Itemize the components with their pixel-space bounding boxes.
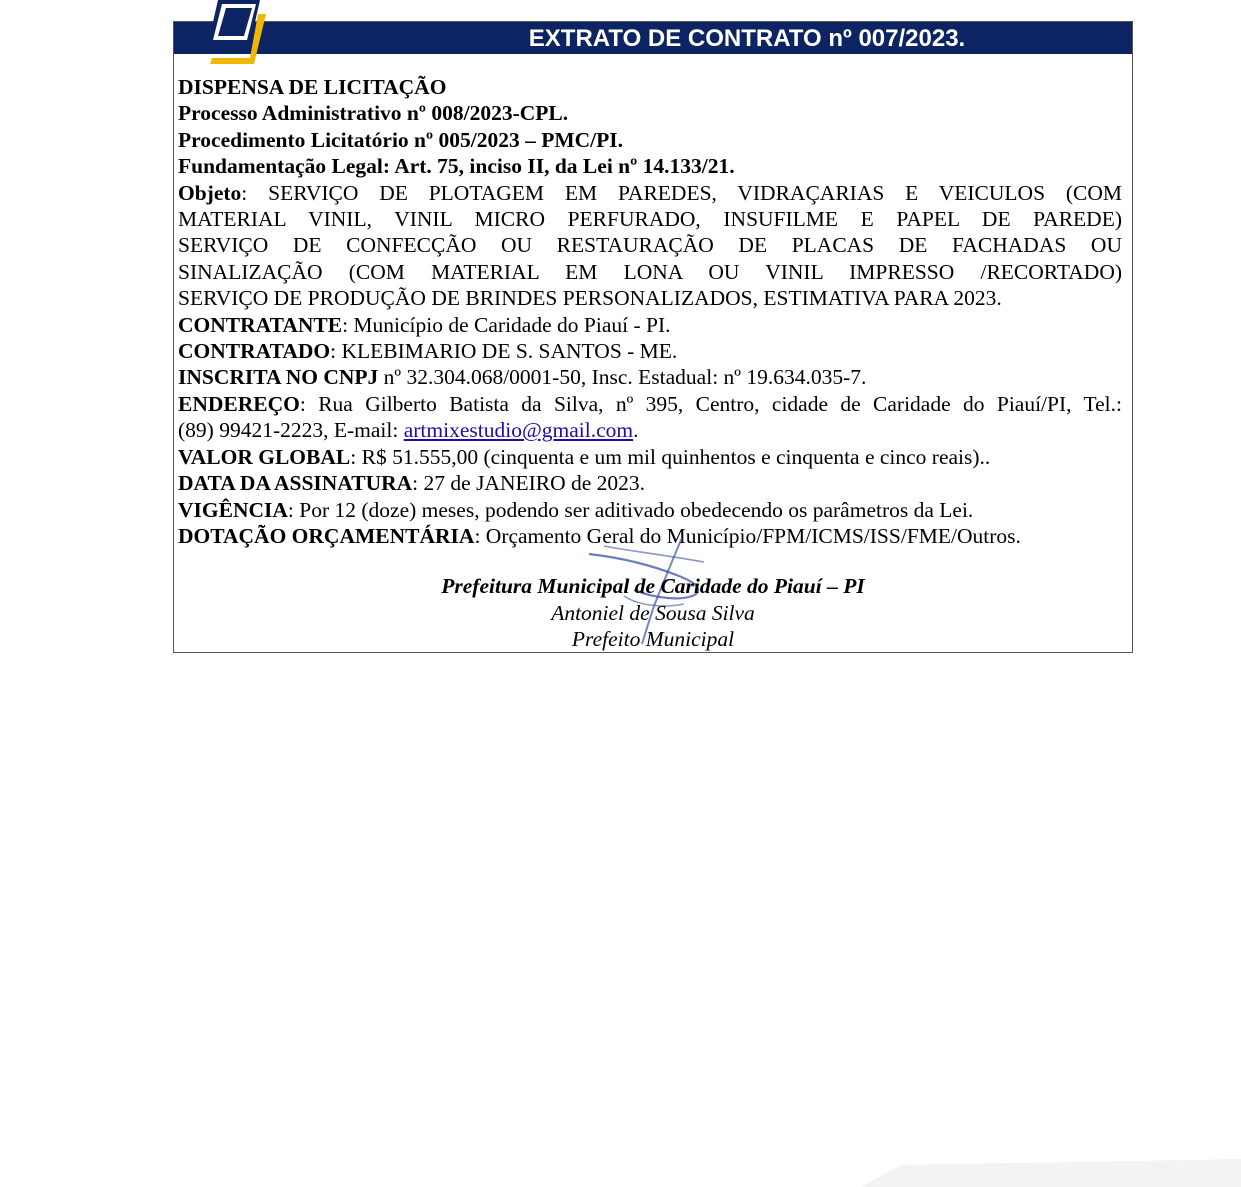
corner-scan-mark (861, 1157, 1241, 1187)
email-link[interactable]: artmixestudio@gmail.com (403, 418, 634, 443)
objeto-line-5: SERVIÇO DE PRODUÇÃO DE BRINDES PERSONALIZADOS, ESTIMATIVA PARA 2023. (178, 286, 1002, 311)
contratado-value: : KLEBIMARIO DE S. SANTOS - ME. (330, 339, 678, 364)
objeto-line-3: SERVIÇO DE CONFECÇÃO OU RESTAURAÇÃO DE PLACAS DE FACHADAS OU (178, 233, 1122, 258)
data-line (178, 470, 1122, 496)
valor-label: VALOR GLOBAL (178, 444, 351, 469)
vigencia-line (178, 497, 1122, 523)
objeto-text-1: : SERVIÇO DE PLOTAGEM EM PAREDES, VIDRAÇARIAS E VEICULOS (COM (241, 180, 1122, 205)
signature-org: Prefeitura Municipal de Caridade do Piauí – PI (441, 574, 865, 598)
objeto-line-2: MATERIAL VINIL, VINIL MICRO PERFURADO, INSUFILME E PAPEL DE PAREDE) (178, 207, 1122, 232)
signature-role: Prefeito Municipal (571, 627, 735, 651)
dispensa-line: DISPENSA DE LICITAÇÃO (178, 75, 447, 99)
contratante-value: : Município de Caridade do Piauí - PI. (342, 312, 671, 337)
signature-block (174, 573, 1132, 653)
contratante-label: CONTRATANTE (178, 312, 343, 337)
cnpj-label: INSCRITA NO CNPJ (178, 365, 379, 390)
contract-extract-box (173, 21, 1133, 653)
endereco-line-2 (178, 417, 1122, 443)
objeto-line-4: SINALIZAÇÃO (COM MATERIAL EM LONA OU VINIL IMPRESSO /RECORTADO) (178, 259, 1122, 284)
fundamentacao-line: Fundamentação Legal: Art. 75, inciso II, da Lei nº 14.133/21. (178, 154, 735, 179)
endereco-label: ENDEREÇO (178, 391, 300, 416)
page-title: EXTRATO DE CONTRATO nº 007/2023. (528, 25, 966, 52)
valor-line (178, 444, 1122, 470)
endereco-phone: (89) 99421-2223, E-mail: (178, 418, 404, 443)
procedimento-line: Procedimento Licitatório nº 005/2023 – PMC/PI. (178, 127, 623, 152)
vigencia-value: : Por 12 (doze) meses, podendo ser aditivado obedecendo os parâmetros da Lei. (287, 497, 974, 522)
endereco-value: : Rua Gilberto Batista da Silva, nº 395, Centro, cidade de Caridade do Piauí/PI, Tel.: (299, 391, 1122, 416)
endereco-suffix: . (633, 418, 639, 443)
contratado-label: CONTRATADO (178, 339, 331, 364)
signature-name: Antoniel de Sousa Silva (551, 600, 755, 625)
data-label: DATA DA ASSINATURA (178, 471, 413, 496)
objeto-line-1 (178, 180, 1122, 206)
contract-body (178, 74, 1122, 549)
dotacao-value: : Orçamento Geral do Município/FPM/ICMS/ISS/FME/Outros. (474, 523, 1021, 548)
objeto-label: Objeto (178, 180, 242, 205)
vigencia-label: VIGÊNCIA (178, 497, 288, 522)
valor-value: : R$ 51.555,00 (cinquenta e um mil quinhentos e cinquenta e cinco reais).. (350, 444, 991, 469)
cnpj-value: nº 32.304.068/0001-50, Insc. Estadual: nº 19.634.035-7. (378, 365, 867, 390)
contratado-line (178, 338, 1122, 364)
processo-line: Processo Administrativo nº 008/2023-CPL. (178, 101, 569, 126)
data-value: : 27 de JANEIRO de 2023. (412, 471, 646, 496)
cnpj-line (178, 364, 1122, 390)
dotacao-label: DOTAÇÃO ORÇAMENTÁRIA (178, 523, 475, 548)
endereco-line-1 (178, 391, 1122, 417)
contratante-line (178, 312, 1122, 338)
